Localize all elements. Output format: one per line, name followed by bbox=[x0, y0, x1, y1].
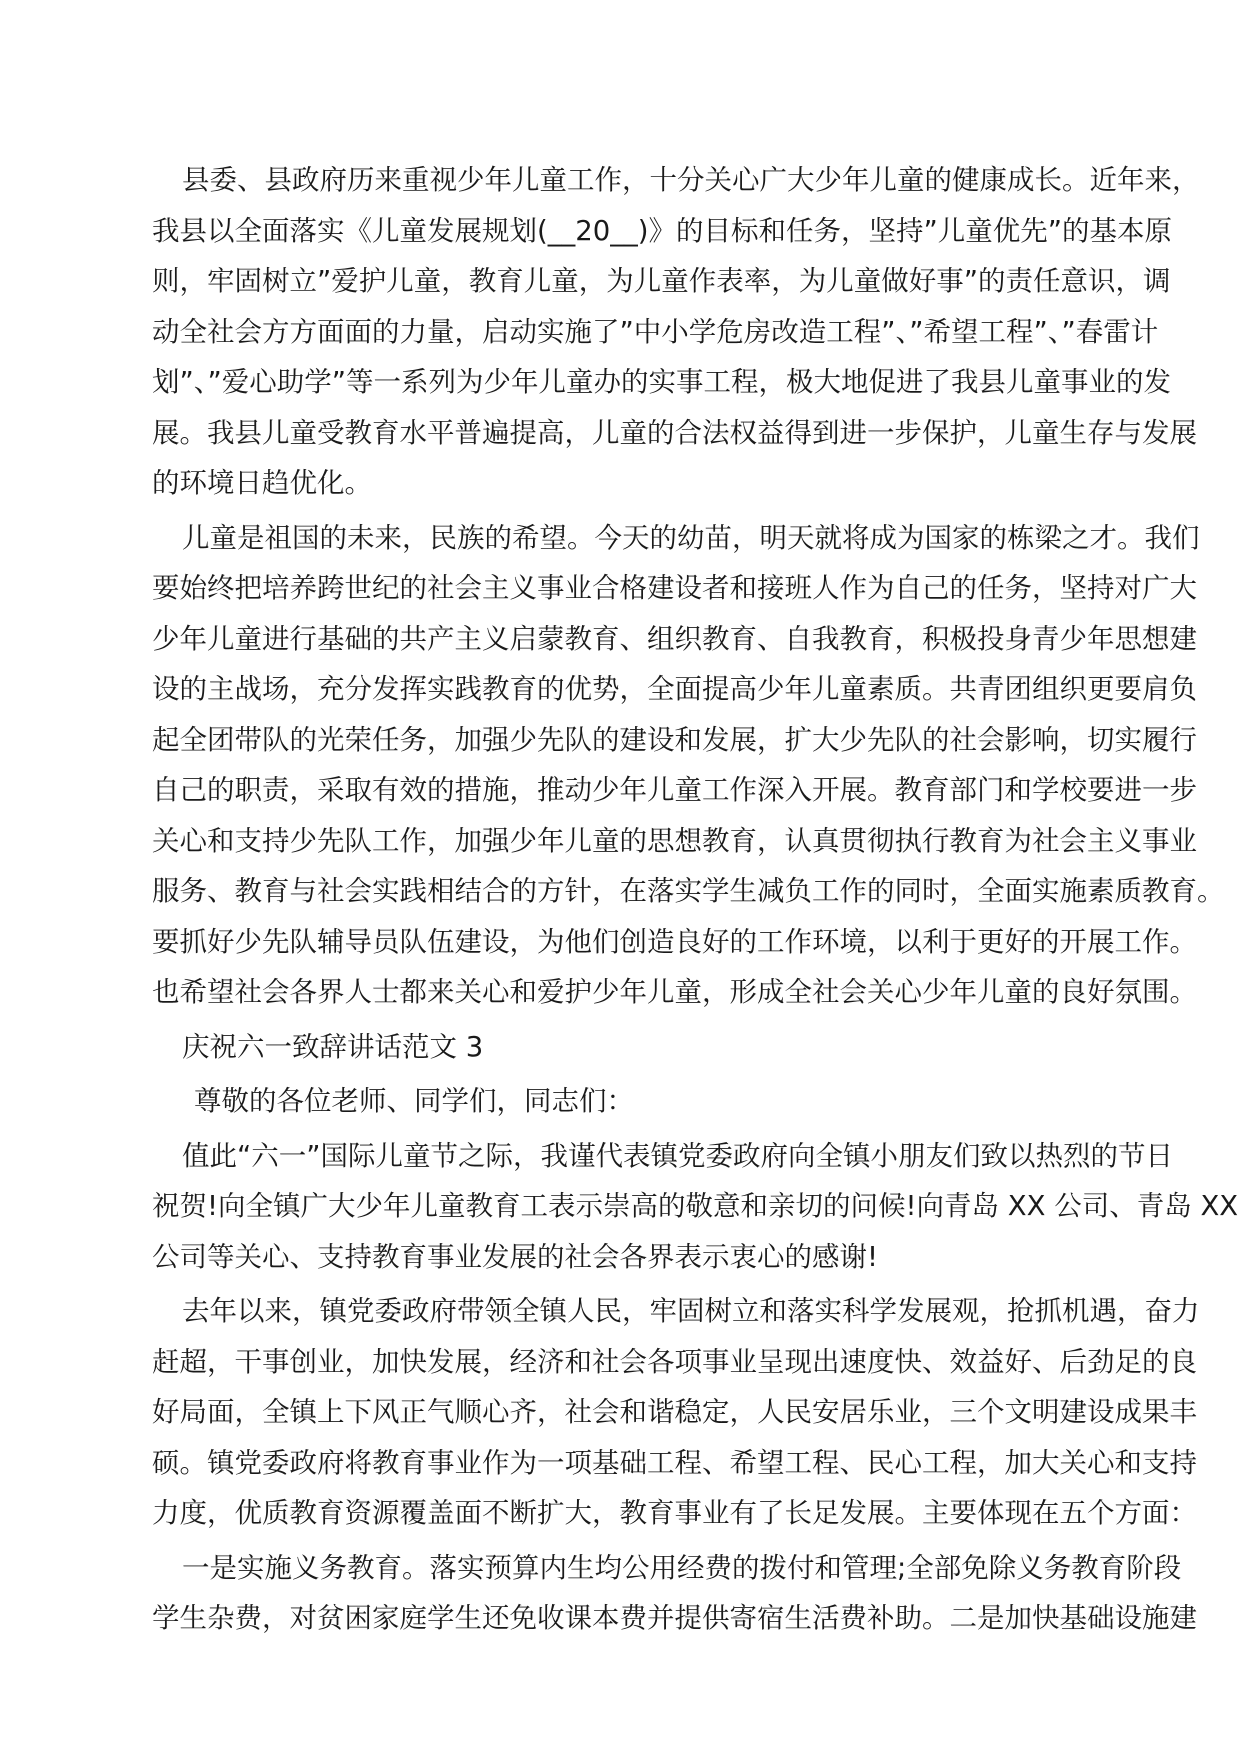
text-line: 少年儿童进行基础的共产主义启蒙教育、组织教育、自我教育，积极投身青少年思想建 bbox=[152, 622, 1197, 655]
text-line: 祝贺!向全镇广大少年儿童教育工表示崇高的敬意和亲切的问候!向青岛 XX 公司、青岛 XX bbox=[152, 1190, 1239, 1222]
paragraph-3 bbox=[152, 1131, 1239, 1283]
text-line: 值此“六一”国际儿童节之际，我谨代表镇党委政府向全镇小朋友们致以热烈的节日 bbox=[182, 1139, 1173, 1172]
text-line: 学生杂费，对贫困家庭学生还免收课本费并提供寄宿生活费补助。二是加快基础设施建 bbox=[152, 1602, 1197, 1634]
text-line: 划”、”爱心助学”等一系列为少年儿童办的实事工程，极大地促进了我县儿童事业的发 bbox=[152, 366, 1171, 398]
text-line: 赶超，干事创业，加快发展，经济和社会各项事业呈现出速度快、效益好、后劲足的良 bbox=[152, 1345, 1197, 1378]
paragraph-2 bbox=[152, 513, 1225, 1018]
text-line: 起全团带队的光荣任务，加强少先队的建设和发展，扩大少先队的社会影响，切实履行 bbox=[152, 723, 1197, 756]
text-line: 服务、教育与社会实践相结合的方针，在落实学生减负工作的同时，全面实施素质教育。 bbox=[152, 875, 1225, 907]
text-line: 县委、县政府历来重视少年儿童工作，十分关心广大少年儿童的健康成长。近年来， bbox=[182, 164, 1200, 196]
text-line: 要始终把培养跨世纪的社会主义事业合格建设者和接班人作为自己的任务，坚持对广大 bbox=[152, 572, 1197, 604]
text-line: 展。我县儿童受教育水平普遍提高，儿童的合法权益得到进一步保护，儿童生存与发展 bbox=[152, 416, 1197, 449]
text-line: 设的主战场，充分发挥实践教育的优势，全面提高少年儿童素质。共青团组织更要肩负 bbox=[152, 673, 1197, 705]
text-line: 去年以来，镇党委政府带领全镇人民，牢固树立和落实科学发展观，抢抓机遇，奋力 bbox=[182, 1295, 1200, 1327]
paragraph-4 bbox=[152, 1286, 1200, 1539]
text-line: 硕。镇党委政府将教育事业作为一项基础工程、希望工程、民心工程，加大关心和支持 bbox=[152, 1446, 1197, 1479]
section-heading: 庆祝六一致辞讲话范文 3 bbox=[182, 1030, 484, 1063]
text-line: 一是实施义务教育。落实预算内生均公用经费的拨付和管理;全部免除义务教育阶段 bbox=[182, 1551, 1182, 1584]
text-line: 好局面，全镇上下风正气顺心齐，社会和谐稳定，人民安居乐业，三个文明建设成果丰 bbox=[152, 1396, 1197, 1428]
text-line: 要抓好少先队辅导员队伍建设，为他们创造良好的工作环境，以利于更好的开展工作。 bbox=[152, 925, 1197, 958]
text-line: 的环境日趋优化。 bbox=[152, 467, 372, 499]
text-line: 关心和支持少先队工作，加强少年儿童的思想教育，认真贯彻执行教育为社会主义事业 bbox=[152, 824, 1197, 857]
text-line: 动全社会方方面面的力量，启动实施了”中小学危房改造工程”、”希望工程”、”春雷计 bbox=[152, 315, 1159, 348]
text-line: 力度，优质教育资源覆盖面不断扩大，教育事业有了长足发展。主要体现在五个方面： bbox=[152, 1497, 1197, 1529]
paragraph-5 bbox=[152, 1543, 1197, 1644]
paragraph-1 bbox=[152, 155, 1200, 509]
text-line: 自己的职责，采取有效的措施，推动少年儿童工作深入开展。教育部门和学校要进一步 bbox=[152, 774, 1197, 806]
text-line: 公司等关心、支持教育事业发展的社会各界表示衷心的感谢! bbox=[152, 1240, 879, 1273]
text-line: 则，牢固树立”爱护儿童，教育儿童，为儿童作表率，为儿童做好事”的责任意识，调 bbox=[152, 265, 1171, 297]
text-line: 儿童是祖国的未来，民族的希望。今天的幼苗，明天就将成为国家的栋梁之才。我们 bbox=[182, 521, 1200, 554]
salutation: 尊敬的各位老师、同学们，同志们： bbox=[194, 1085, 634, 1117]
text-line: 我县以全面落实《儿童发展规划(__20__)》的目标和任务，坚持”儿童优先”的基本原 bbox=[152, 214, 1172, 247]
text-line: 也希望社会各界人士都来关心和爱护少年儿童，形成全社会关心少年儿童的良好氛围。 bbox=[152, 976, 1197, 1008]
